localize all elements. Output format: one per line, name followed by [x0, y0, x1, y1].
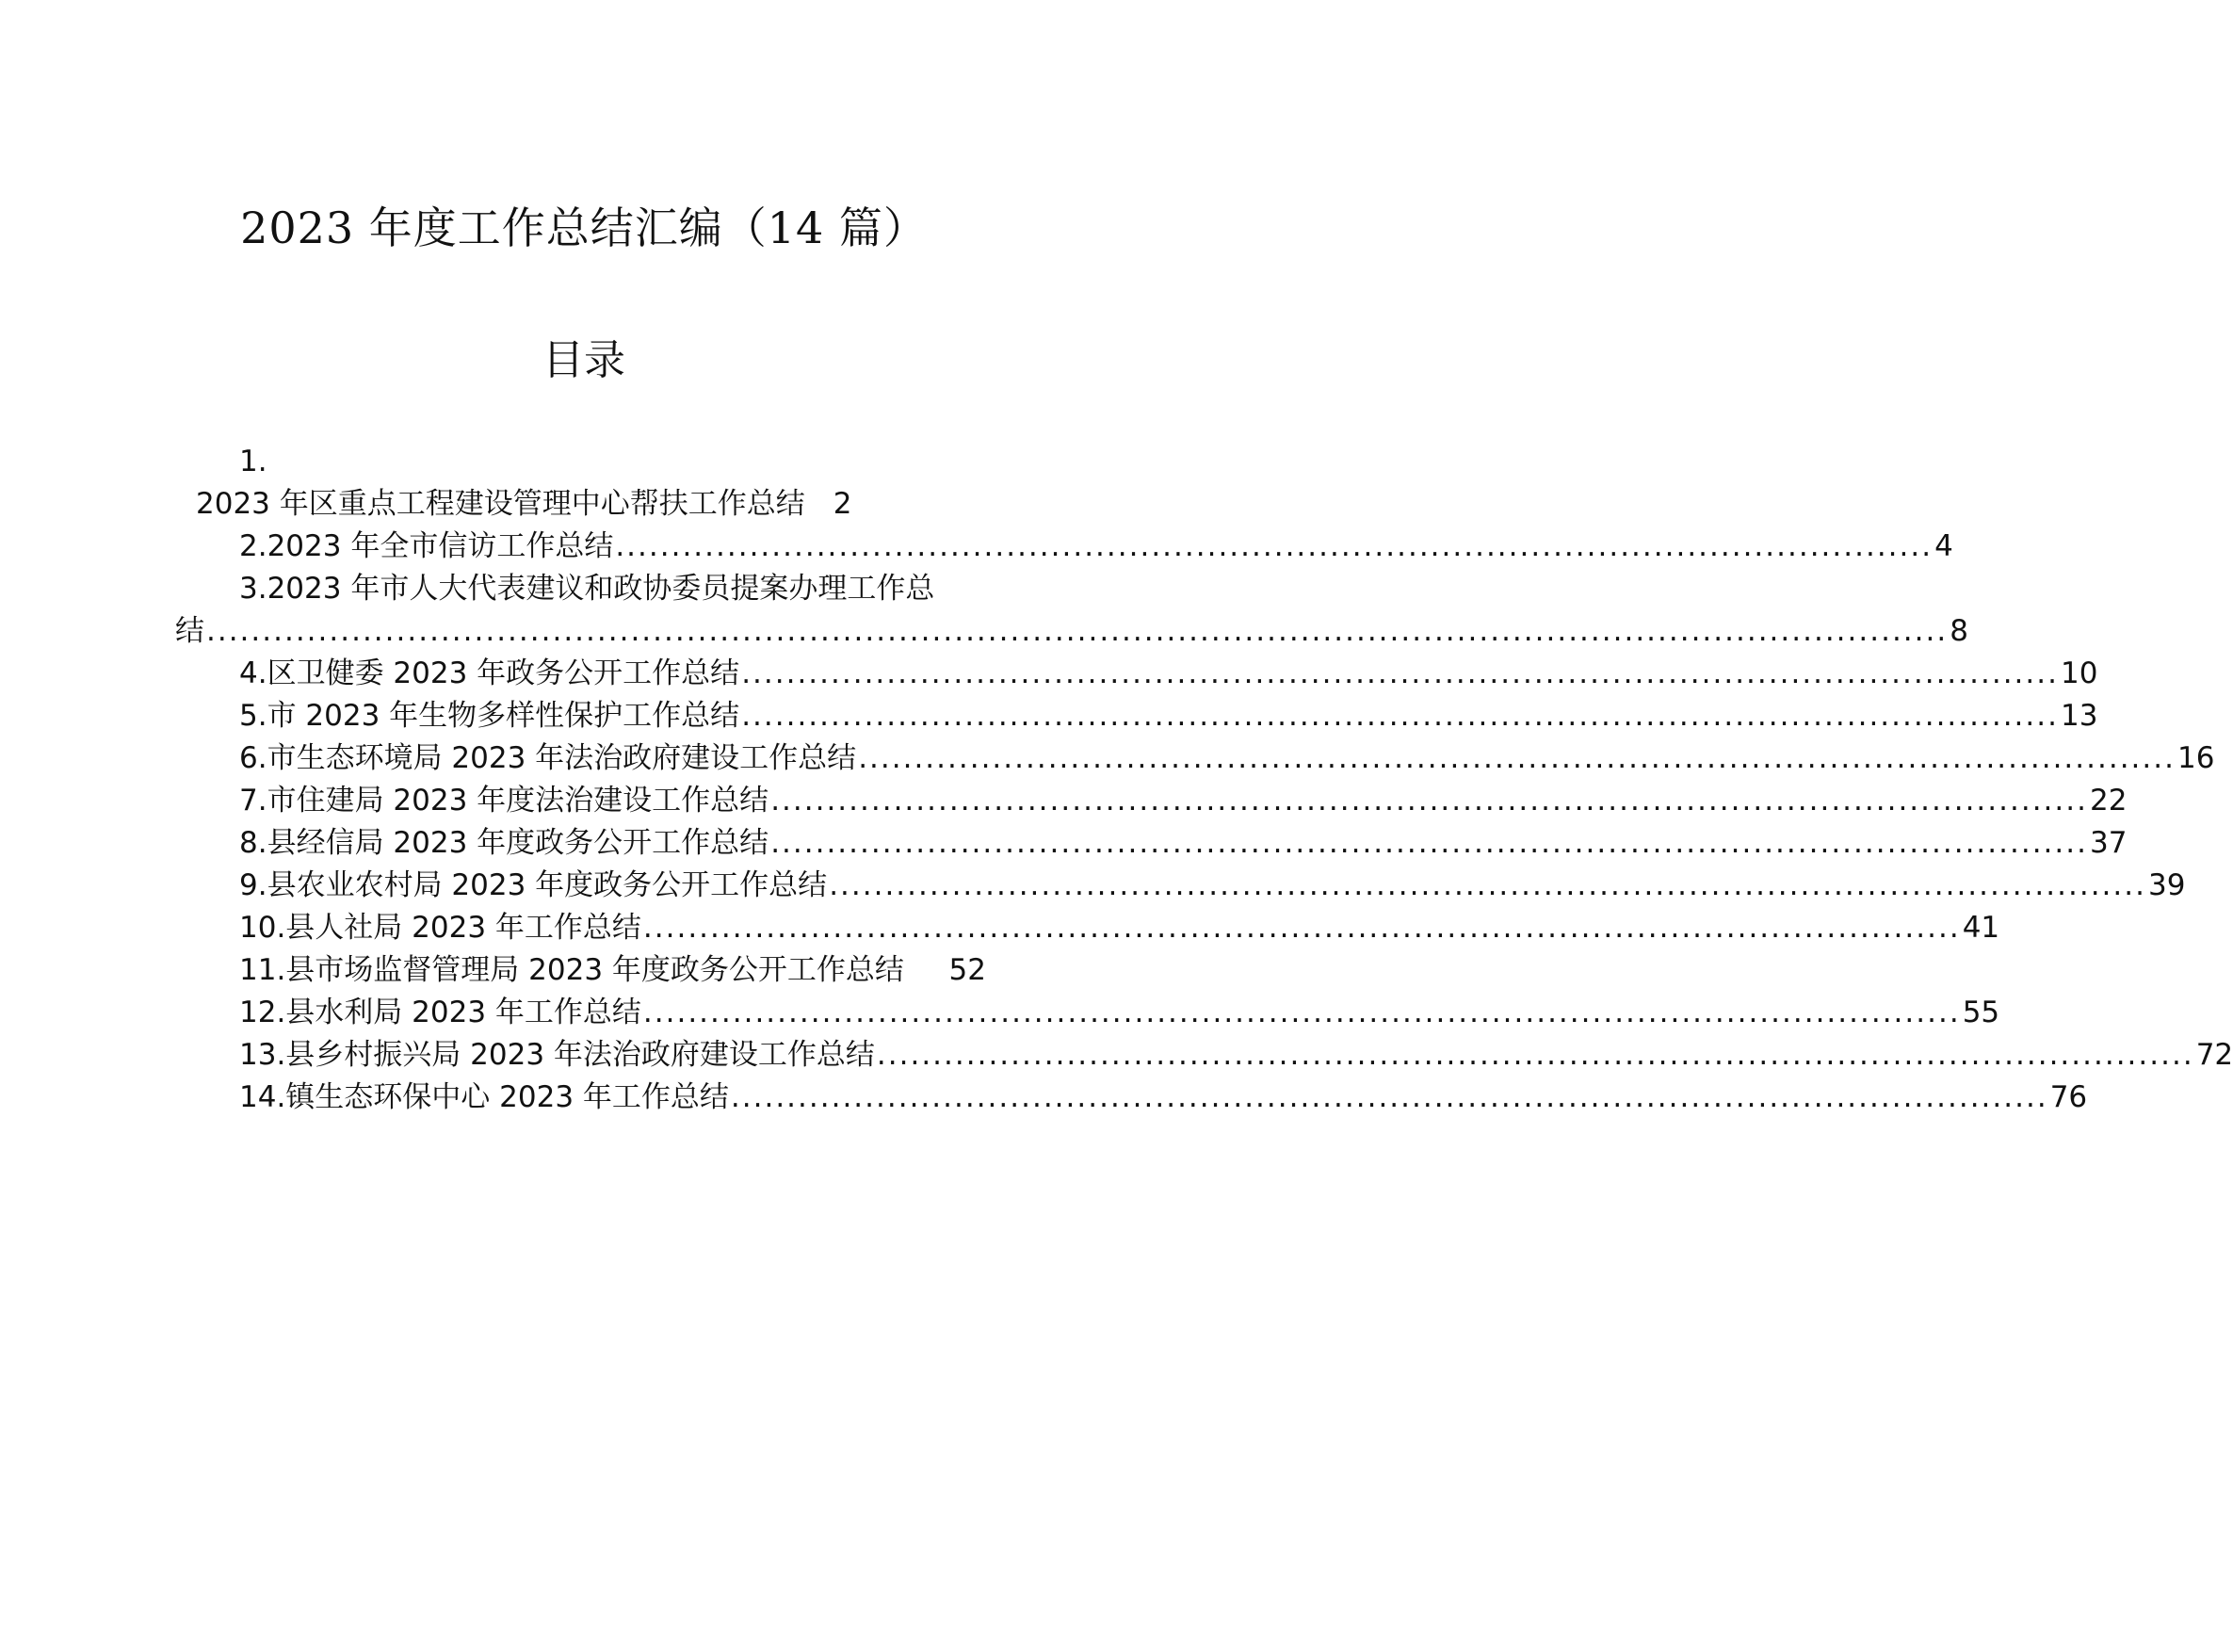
- toc-entry-1-title: 2023 年区重点工程建设管理中心帮扶工作总结: [196, 487, 805, 521]
- toc-entry-6[interactable]: [239, 737, 2215, 780]
- toc-entry-4-leader: ......................................................................................................................: [741, 656, 2059, 690]
- toc-entry-9[interactable]: [239, 865, 2186, 907]
- document-title: 2023 年度工作总结汇编（14 篇）: [240, 202, 928, 253]
- toc-entry-3-page: 8: [1950, 614, 1968, 648]
- toc-entry-3-leader: ............................................................................................................................................................: [206, 614, 1949, 648]
- toc-entry-5-page: 13: [2060, 699, 2098, 733]
- toc-entry-1-number: 1.: [239, 445, 267, 478]
- toc-entry-7-leader: ......................................................................................................................: [770, 784, 2088, 818]
- toc-entry-14-leader: ......................................................................................................................: [730, 1080, 2048, 1114]
- toc-entry-2[interactable]: [239, 526, 1953, 568]
- toc-entry-9-title: 9.县农业农村局 2023 年度政务公开工作总结: [239, 868, 828, 902]
- toc-entry-8-page: 37: [2089, 826, 2128, 860]
- toc-entry-14[interactable]: [239, 1077, 2088, 1119]
- toc-entry-2-leader: ......................................................................................................................: [615, 529, 1934, 563]
- toc-entry-12-title: 12.县水利局 2023 年工作总结: [239, 996, 641, 1029]
- toc-entry-7-page: 22: [2089, 784, 2128, 818]
- toc-entry-13-title: 13.县乡村振兴局 2023 年法治政府建设工作总结: [239, 1038, 875, 1072]
- toc-entry-4-title: 4.区卫健委 2023 年政务公开工作总结: [239, 656, 740, 690]
- toc-entry-3-title: 结: [175, 614, 204, 648]
- toc-entry-6-page: 16: [2176, 741, 2215, 775]
- toc-entry-11-title: 11.县市场监督管理局 2023 年度政务公开工作总结: [239, 953, 904, 987]
- toc-entry-8-title: 8.县经信局 2023 年度政务公开工作总结: [239, 826, 769, 860]
- toc-entry-10-leader: ......................................................................................................................: [642, 911, 1961, 945]
- toc-entry-10-page: 41: [1962, 911, 2000, 945]
- toc-entry-6-title: 6.市生态环境局 2023 年法治政府建设工作总结: [239, 741, 857, 775]
- toc-entry-4[interactable]: [239, 653, 2098, 695]
- toc-entry-5[interactable]: [239, 695, 2098, 737]
- toc-entry-7[interactable]: [239, 780, 2128, 822]
- toc-entry-13[interactable]: [239, 1034, 2233, 1077]
- toc-entry-4-page: 10: [2060, 656, 2098, 690]
- toc-entry-10-title: 10.县人社局 2023 年工作总结: [239, 911, 641, 945]
- toc-entry-2-page: 4: [1934, 529, 1953, 563]
- toc-entry-14-title: 14.镇生态环保中心 2023 年工作总结: [239, 1080, 729, 1114]
- toc-entry-3[interactable]: [175, 610, 1968, 653]
- toc-entry-11-page: 52: [948, 953, 986, 987]
- toc-entry-9-page: 39: [2147, 868, 2186, 902]
- toc-entry-1[interactable]: [196, 483, 851, 526]
- toc-entry-10[interactable]: [239, 907, 2000, 949]
- toc-entry-5-title: 5.市 2023 年生物多样性保护工作总结: [239, 699, 740, 733]
- toc-entry-2-title: 2.2023 年全市信访工作总结: [239, 529, 614, 563]
- toc-entry-13-leader: ......................................................................................................................: [876, 1038, 2194, 1072]
- toc-entry-12-leader: ......................................................................................................................: [642, 996, 1961, 1029]
- toc-entry-14-page: 76: [2049, 1080, 2088, 1114]
- toc-entry-1-page: 2: [833, 487, 852, 521]
- toc-heading: 目录: [542, 336, 625, 384]
- toc-entry-6-leader: ......................................................................................................................: [858, 741, 2176, 775]
- toc-entry-12[interactable]: [239, 992, 2000, 1034]
- toc-entry-8[interactable]: [239, 822, 2128, 865]
- toc-entry-13-page: 72: [2195, 1038, 2233, 1072]
- toc-entry-9-leader: ......................................................................................................................: [829, 868, 2146, 902]
- toc-entry-5-leader: ......................................................................................................................: [741, 699, 2059, 733]
- toc-entry-11[interactable]: [239, 949, 986, 992]
- toc-entry-3-line1[interactable]: 3.2023 年市人大代表建议和政协委员提案办理工作总: [239, 572, 935, 606]
- toc-entry-7-title: 7.市住建局 2023 年度法治建设工作总结: [239, 784, 769, 818]
- toc-entry-8-leader: ......................................................................................................................: [770, 826, 2088, 860]
- toc-entry-12-page: 55: [1962, 996, 2000, 1029]
